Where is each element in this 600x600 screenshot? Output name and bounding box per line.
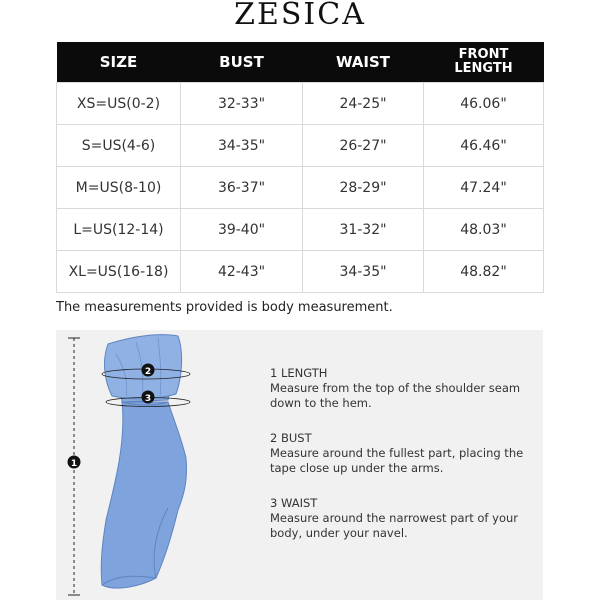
dress-skirt (101, 402, 186, 588)
dress-illustration (56, 330, 276, 600)
guide-waist-title: 3 WAIST (270, 496, 318, 510)
brand-logo: ZESICA (234, 0, 366, 32)
guide-length-title: 1 LENGTH (270, 366, 328, 380)
cell-size: M=US(8-10) (57, 167, 181, 209)
table-row (57, 209, 544, 251)
header-front-length (424, 42, 544, 83)
measure-guide-panel (56, 330, 543, 600)
marker-2-label: 2 (144, 367, 152, 377)
cell-size: XL=US(16-18) (57, 251, 181, 293)
guide-waist-text: Measure around the narrowest part of your body, under your navel. (270, 511, 518, 540)
guide-bust (270, 431, 530, 476)
cell-size: XS=US(0-2) (57, 83, 181, 125)
guide-bust-text: Measure around the fullest part, placing the tape close up under the arms. (270, 446, 524, 475)
cell-waist: 24-25" (303, 83, 424, 125)
guide-length (270, 366, 530, 411)
table-header-row (57, 42, 544, 83)
cell-bust: 36-37" (181, 167, 303, 209)
guide-length-text: Measure from the top of the shoulder seam down to the hem. (270, 381, 521, 410)
table-row (57, 83, 544, 125)
marker-3-label: 3 (144, 394, 152, 404)
measure-guide-text (270, 366, 530, 561)
table-row (57, 167, 544, 209)
guide-waist (270, 496, 530, 541)
cell-waist: 34-35" (303, 251, 424, 293)
cell-waist: 28-29" (303, 167, 424, 209)
size-chart-table (56, 42, 544, 293)
cell-waist: 31-32" (303, 209, 424, 251)
header-size: SIZE (57, 42, 181, 83)
header-waist: WAIST (303, 42, 424, 83)
cell-size: S=US(4-6) (57, 125, 181, 167)
cell-bust: 39-40" (181, 209, 303, 251)
cell-size: L=US(12-14) (57, 209, 181, 251)
cell-bust: 34-35" (181, 125, 303, 167)
table-row (57, 125, 544, 167)
table-row (57, 251, 544, 293)
header-front-length-label: FRONT LENGTH (454, 47, 513, 76)
cell-bust: 32-33" (181, 83, 303, 125)
guide-bust-title: 2 BUST (270, 431, 312, 445)
marker-1-label: 1 (70, 459, 78, 469)
cell-front-length: 46.46" (424, 125, 544, 167)
cell-front-length: 48.03" (424, 209, 544, 251)
cell-waist: 26-27" (303, 125, 424, 167)
cell-front-length: 47.24" (424, 167, 544, 209)
cell-front-length: 48.82" (424, 251, 544, 293)
cell-bust: 42-43" (181, 251, 303, 293)
cell-front-length: 46.06" (424, 83, 544, 125)
header-bust: BUST (181, 42, 303, 83)
measurement-note: The measurements provided is body measurement. (56, 300, 393, 315)
